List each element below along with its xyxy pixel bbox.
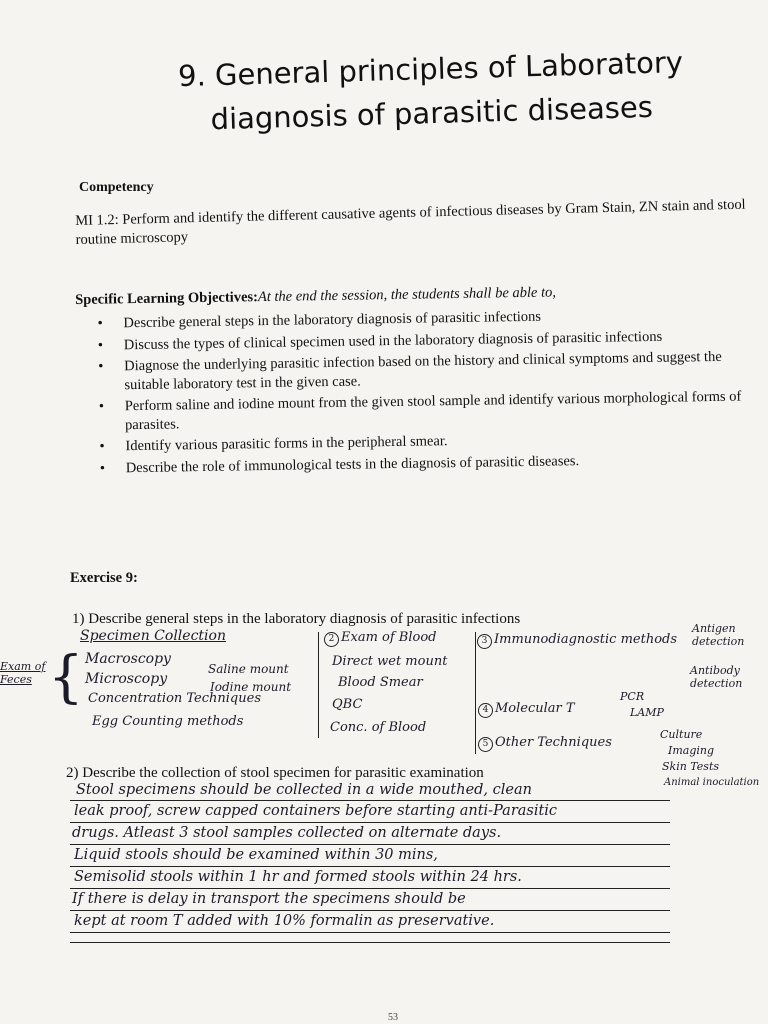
circle-4: 4 [478, 703, 493, 718]
step-immunodiagnostic-label: Immunodiagnostic methods [494, 632, 678, 647]
answer-line: leak proof, screw capped containers before starting anti-Parasitic [74, 803, 558, 819]
objective-item: • Perform saline and iodine mount from the given stool sample and identify various morphological forms of parasites. [125, 387, 758, 434]
antigen-detection-note: Antigen detection [692, 622, 745, 648]
culture-note: Culture [660, 728, 703, 741]
answer-rule [70, 888, 670, 889]
objectives-heading: Specific Learning Objectives: [75, 289, 259, 308]
step-qbc: QBC [332, 697, 363, 712]
objectives-header [75, 281, 755, 309]
answer-line: If there is delay in transport the specimens should be [72, 891, 466, 907]
step-molecular [478, 701, 575, 718]
pcr-note: PCR [620, 690, 645, 703]
animal-inoculation-note: Animal inoculation [664, 777, 760, 788]
step-egg-counting: Egg Counting methods [92, 714, 244, 729]
objective-item: • Identify various parasitic forms in the peripheral smear. [125, 427, 757, 455]
step-molecular-label: Molecular T [495, 701, 575, 716]
table-divider-2 [475, 632, 476, 754]
imaging-note: Imaging [668, 744, 715, 757]
question-1: 1) Describe general steps in the laboratory diagnosis of parasitic infections [72, 611, 521, 627]
objective-item: • Diagnose the underlying parasitic infection based on the history and clinical symptoms and suggest the suitable laboratory test in the given case. [124, 347, 757, 394]
objectives-block [75, 281, 758, 481]
page-number: 53 [388, 1012, 398, 1023]
skin-tests-note: Skin Tests [662, 760, 720, 773]
answer-line: kept at room T added with 10% formalin as preservative. [74, 913, 495, 929]
answer-line: Semisolid stools within 1 hr and formed stools within 24 hrs. [74, 869, 522, 885]
step-exam-of-blood-label: Exam of Blood [341, 630, 437, 645]
step-exam-of-blood [324, 630, 437, 647]
competency-text: MI 1.2: Perform and identify the different causative agents of infectious diseases by Gram Stain, ZN stain and stool routine microscopy [75, 196, 746, 248]
step-other-techniques [478, 735, 612, 752]
step-blood-smear: Blood Smear [338, 675, 423, 690]
answer-rule [70, 910, 670, 911]
answer-line: drugs. Atleast 3 stool samples collected on alternate days. [72, 825, 502, 841]
answer-rule [70, 932, 670, 933]
page-title: 9. General principles of Laboratory diagnosis of parasitic diseases [177, 45, 684, 137]
table-divider-1 [318, 632, 319, 738]
answer-rule [70, 942, 670, 943]
step-macroscopy: Macroscopy [85, 651, 171, 667]
exercise-title: Exercise 9: [70, 570, 138, 586]
circle-2: 2 [324, 632, 339, 647]
answer-line: Stool specimens should be collected in a wide mouthed, clean [76, 782, 532, 798]
circle-3: 3 [477, 634, 492, 649]
handwritten-margin-note: Exam of Feces [0, 660, 46, 686]
objective-item: • Describe the role of immunological tests in the diagnosis of parasitic diseases. [126, 449, 758, 477]
margin-brace: { [48, 645, 84, 710]
step-direct-wet-mount: Direct wet mount [332, 654, 448, 669]
objective-item: • Describe general steps in the laboratory diagnosis of parasitic infections [123, 304, 755, 332]
answer-rule [70, 866, 670, 867]
step-immunodiagnostic [477, 632, 677, 649]
answer-rule [70, 822, 670, 823]
antibody-detection-note: Antibody detection [690, 664, 743, 690]
answer-rule [70, 800, 670, 801]
answer-line: Liquid stools should be examined within 30 mins, [74, 847, 438, 863]
competency-heading: Competency [79, 180, 154, 195]
objectives-list [75, 304, 757, 478]
step-conc-of-blood: Conc. of Blood [330, 720, 427, 735]
lamp-note: LAMP [630, 706, 664, 719]
objective-item: • Discuss the types of clinical specimen used in the laboratory diagnosis of parasitic infections [124, 326, 756, 354]
saline-mount-note: Saline mount [208, 662, 289, 676]
step-concentration: Concentration Techniques [88, 691, 261, 706]
question-2: 2) Describe the collection of stool specimen for parasitic examination [66, 765, 484, 781]
iodine-mount-note: Iodine mount [210, 680, 292, 694]
step-specimen-collection: Specimen Collection [80, 628, 226, 644]
objectives-intro: At the end the session, the students shall be able to, [257, 284, 557, 306]
step-other-techniques-label: Other Techniques [495, 735, 612, 750]
step-microscopy: Microscopy [85, 671, 168, 687]
answer-rule [70, 844, 670, 845]
circle-5: 5 [478, 737, 493, 752]
